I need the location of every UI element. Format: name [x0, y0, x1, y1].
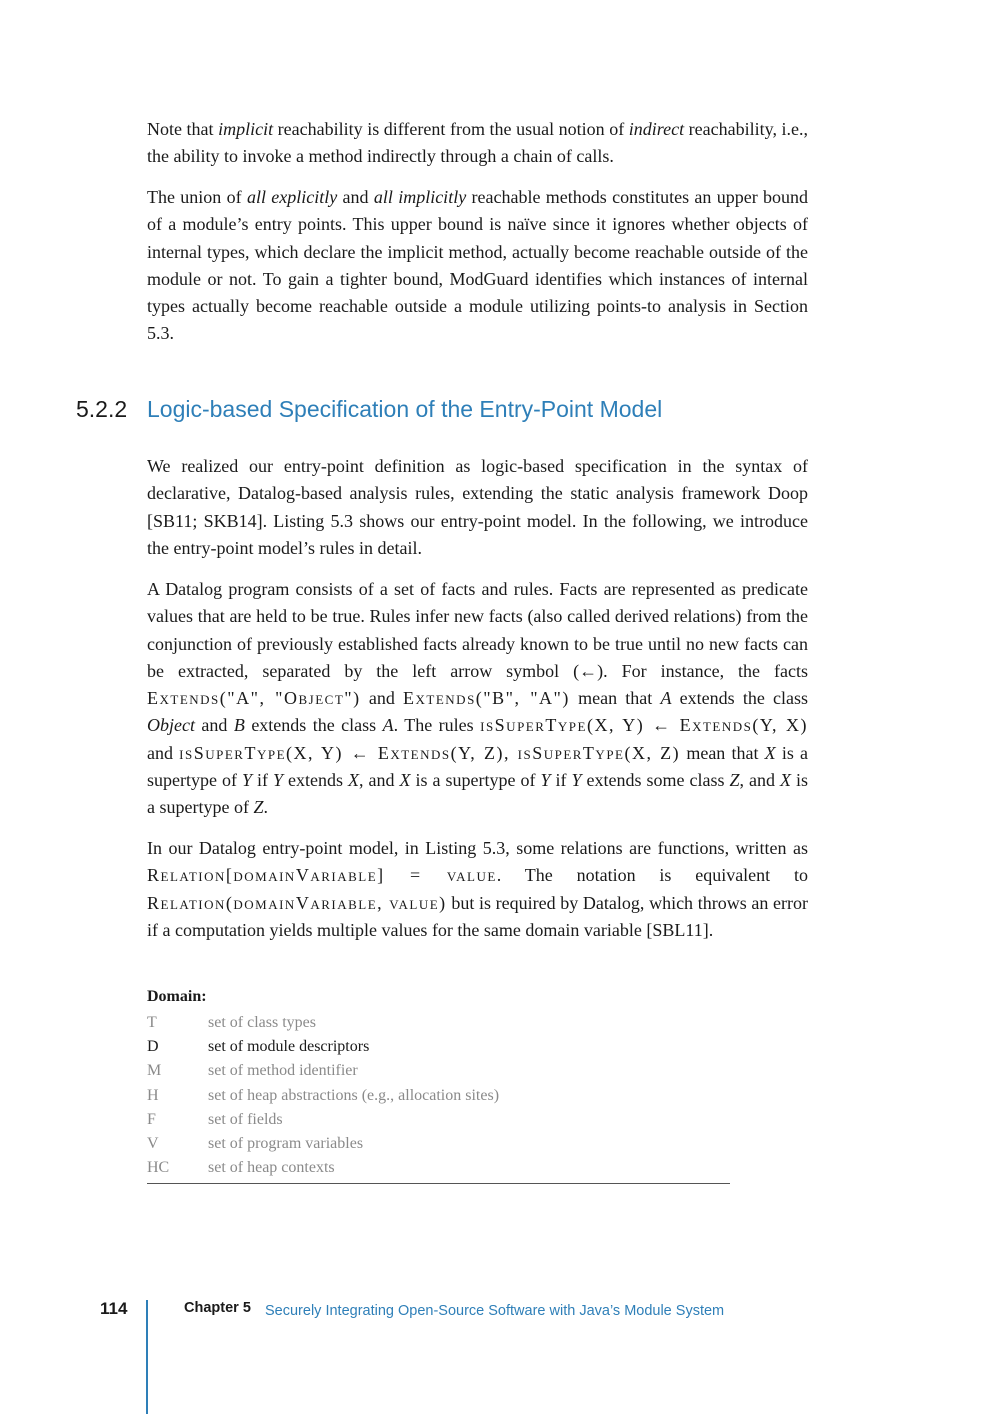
text-run: . The notation is equivalent to [496, 865, 808, 886]
text-run: but is required by Datalog, which throws an error if a computation yields multiple values for the same domain variable [SBL11]. [147, 892, 808, 940]
domain-symbol: HC [147, 1159, 170, 1177]
domain-heading: Domain: [147, 988, 207, 1005]
domain-description: set of class types [208, 1014, 316, 1031]
text-run: In our Datalog entry-point model, in Listing 5.3, some relations are functions, written as [147, 838, 808, 858]
text-run: and [360, 688, 404, 709]
text-run: extends the class [244, 715, 383, 736]
math-variable: B [233, 715, 245, 736]
section-number: 5.2.2 [76, 396, 128, 422]
math-variable: X [764, 742, 776, 763]
paragraph-relation-notation [147, 835, 808, 944]
text-run: Note that [147, 119, 219, 139]
domain-description: set of program variables [208, 1134, 364, 1152]
domain-description: set of fields [208, 1110, 283, 1128]
text-run: , and [739, 770, 780, 791]
text-run: is a supertype of [410, 770, 541, 791]
emphasis-text: all explicitly [246, 187, 338, 207]
notation-relation-form: Relation(domainVariable, value) [147, 892, 447, 913]
domain-row-d [147, 1035, 730, 1059]
text-run: , and [359, 770, 400, 791]
paragraph-entry-point-definition: We realized our entry-point definition as logic-based specification in the syntax of declarative, Datalog-based analysis rules, extending the static analysis framework Doop [SB11; SKB14]. Listing 5.3 shows our entry-point model. In the following, we introduce the entry-point model’s rules in detail. [147, 456, 808, 558]
math-variable: Y [241, 770, 252, 791]
text-run: The union of [147, 187, 247, 207]
domain-row-f [147, 1108, 730, 1132]
rule-is-supertype-base: isSuperType(X, Y) ← Extends(Y, X) [480, 715, 808, 736]
paragraph-upper-bound [147, 184, 808, 348]
text-run: A Datalog program consists of a set of facts and rules. Facts are represented as predicate values that are held to be true. Rules infer new facts (also called derived relations) from the conjunction of previously established facts already known to be true until no new facts can be extracted, separated by the left arrow symbol (←). For instance, the facts [147, 579, 808, 681]
math-variable: Z [729, 770, 740, 791]
domain-symbol: H [147, 1086, 159, 1104]
math-variable: Y [540, 770, 551, 791]
math-variable: A [382, 715, 394, 736]
chapter-title: Securely Integrating Open-Source Software with Java’s Module System [265, 1303, 725, 1319]
domain-symbol: V [147, 1134, 159, 1152]
math-variable: X [348, 770, 359, 791]
footer-divider [146, 1300, 148, 1414]
domain-description: set of module descriptors [208, 1038, 370, 1056]
domain-description: set of method identifier [208, 1062, 358, 1080]
text-run: and [337, 187, 374, 207]
domain-table [147, 1011, 730, 1184]
domain-row-t [147, 1011, 730, 1035]
rule-is-supertype-recursive: isSuperType(X, Y) ← Extends(Y, Z), isSuperType(X, Z) [179, 742, 681, 763]
text-run: if [252, 770, 273, 791]
fact-extends-b-a: Extends("B", "A") [403, 688, 570, 709]
page-number: 114 [100, 1299, 128, 1318]
text-run: extends [283, 770, 348, 791]
domain-row-h [147, 1084, 730, 1108]
math-variable: X [779, 770, 791, 791]
domain-symbol: T [147, 1014, 157, 1031]
math-variable: X [399, 770, 411, 791]
text-run: . The rules [393, 715, 481, 736]
domain-symbol: M [147, 1062, 162, 1080]
domain-row-hc [147, 1156, 730, 1180]
chapter-label: Chapter 5 [184, 1300, 251, 1316]
text-run: mean that [569, 688, 661, 709]
emphasis-text: indirect [628, 119, 685, 139]
text-run: and [194, 715, 234, 736]
paragraph-datalog-program [147, 576, 808, 822]
emphasis-text: Object [147, 715, 195, 736]
fact-extends-a-object: Extends("A", "Object") [147, 688, 361, 709]
text-run: is a supertype of [147, 742, 808, 791]
domain-row-v [147, 1132, 730, 1156]
text-run: if [550, 770, 572, 791]
section-title: Logic-based Specification of the Entry-Point Model [147, 396, 663, 422]
math-variable: Y [571, 770, 582, 791]
domain-description: set of heap contexts [208, 1159, 335, 1177]
domain-symbol: D [147, 1038, 159, 1056]
domain-symbol: F [147, 1110, 156, 1128]
domain-description: set of heap abstractions (e.g., allocation sites) [208, 1086, 500, 1104]
text-run: is a supertype of [147, 770, 808, 818]
text-run: extends some class [581, 770, 730, 791]
text-run: reachable methods constitutes an upper bound of a module’s entry points. This upper bound is naïve since it ignores whether objects of internal types, which declare the implicit method, actually become reachable outside of the module or not. To gain a tighter bound, ModGuard identifies which instances of internal types actually become reachable outside a module utilizing points-to analysis in Section 5.3. [147, 187, 809, 344]
emphasis-text: implicit [218, 119, 274, 139]
text-run: mean that [680, 742, 765, 763]
math-variable: Z [253, 797, 264, 818]
text-run: and [147, 742, 180, 763]
text-run: reachability is different from the usual notion of [273, 119, 629, 139]
domain-row-m [147, 1059, 730, 1083]
emphasis-text: all implicitly [373, 187, 467, 207]
math-variable: A [660, 688, 672, 709]
text-run: reachability, i.e., the ability to invoke a method indirectly through a chain of calls. [147, 119, 808, 167]
notation-function-form: Relation[domainVariable] = value [147, 865, 497, 886]
math-variable: Y [273, 770, 284, 791]
paragraph-implicit-reachability [147, 116, 808, 171]
text-run: extends the class [671, 688, 809, 709]
text-run: . [263, 797, 268, 818]
